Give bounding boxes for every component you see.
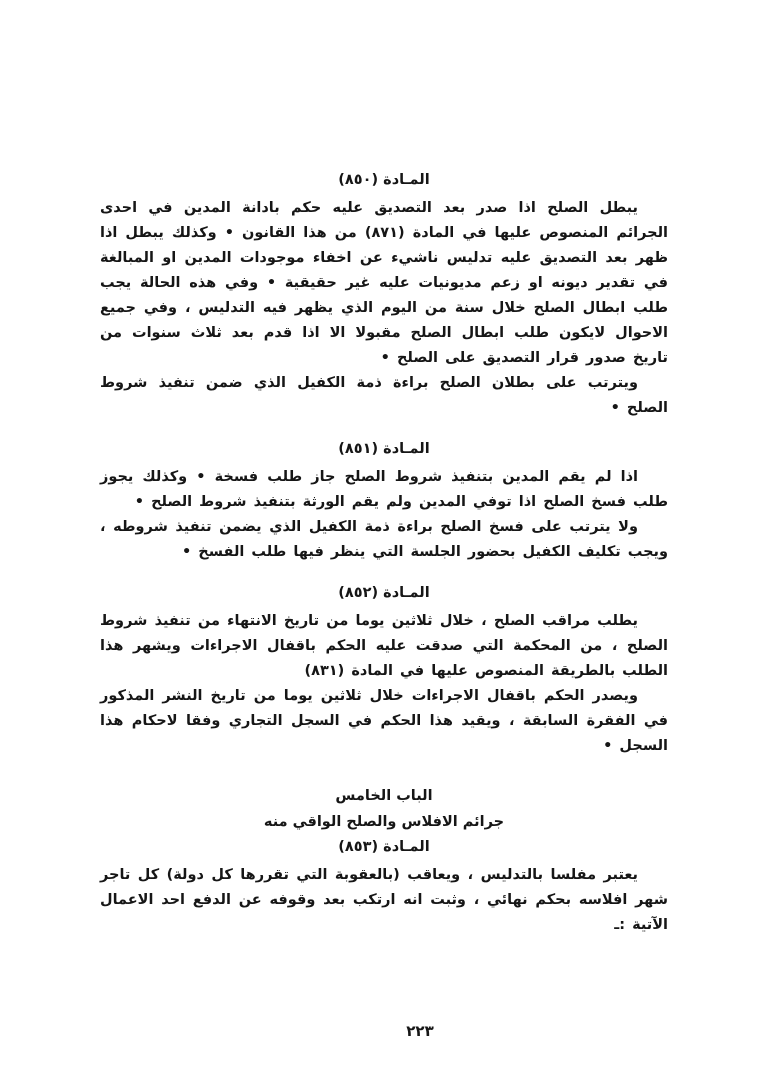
- chapter-five-title: الباب الخامس: [335, 788, 433, 804]
- article-851-paragraph-1: اذا لم يقم المدين بتنفيذ شروط الصلح جاز طلب فسخة • وكذلك يجوز طلب فسخ الصلح اذا توفي المدين ولم يقم الورثة بتنفيذ شروط الصلح •: [100, 469, 668, 510]
- article-850-paragraph-2: ويترتب على بطلان الصلح براءة ذمة الكفيل الذي ضمن تنفيذ شروط الصلح •: [100, 375, 668, 416]
- article-853-paragraph-1: يعتبر مفلسا بالتدليس ، ويعاقب (بالعقوبة التي تقررها كل دولة) كل تاجر شهر افلاسه بحكم نهائي ، وثبت انه ارتكب بعد وقوفه عن الدفع احد الاعمال الآتية :ـ: [100, 867, 668, 933]
- article-852-paragraph-2: ويصدر الحكم باقفال الاجراءات خلال ثلاثين يوما من تاريخ النشر المذكور في الفقرة السابقة ، ويقيد هذا الحكم في السجل التجاري وفقا لاحكام هذا السجل •: [100, 688, 668, 754]
- article-852-paragraph-1: يطلب مراقب الصلح ، خلال ثلاثين يوما من تاريخ الانتهاء من تنفيذ شروط الصلح ، من المحكمة التي صدقت عليه الحكم باقفال الاجراءات ويشهر هذا الطلب بالطريقة المنصوص عليها في المادة (٨٣١): [100, 613, 668, 679]
- article-851-heading: المـادة (٨٥١): [338, 441, 430, 457]
- article-850-heading: المـادة (٨٥٠): [338, 172, 430, 188]
- page-number: ٢٢٣: [406, 1022, 434, 1040]
- article-851-paragraph-2: ولا يترتب على فسخ الصلح براءة ذمة الكفيل الذي يضمن تنفيذ شروطه ، ويجب تكليف الكفيل بحضور الجلسة التي ينظر فيها طلب الفسخ •: [100, 519, 668, 560]
- article-853-heading: المـادة (٨٥٣): [338, 839, 430, 855]
- article-852-heading: المـادة (٨٥٢): [338, 585, 430, 601]
- chapter-five-subtitle: جرائم الافلاس والصلح الواقي منه: [263, 814, 505, 830]
- article-850-paragraph-1: يبطل الصلح اذا صدر بعد التصديق عليه حكم بادانة المدين في احدى الجرائم المنصوص عليها في المادة (٨٧١) من هذا القانون • وكذلك يبطل اذا ظهر بعد التصديق عليه تدليس ناشيء عن اخفاء موجودات المدين او المبالغة في تقدير ديونه او زعم مديونيات عليه غير حقيقية • وفي هذه الحالة يجب طلب ابطال الصلح خلال سنة من اليوم الذي يظهر فيه التدليس ، وفي جميع الاحوال لايكون طلب ابطال الصلح مقبولا الا اذا قدم بعد ثلاث سنوات من تاريخ صدور قرار التصديق على الصلح •: [100, 200, 668, 366]
- text-block: [100, 168, 668, 938]
